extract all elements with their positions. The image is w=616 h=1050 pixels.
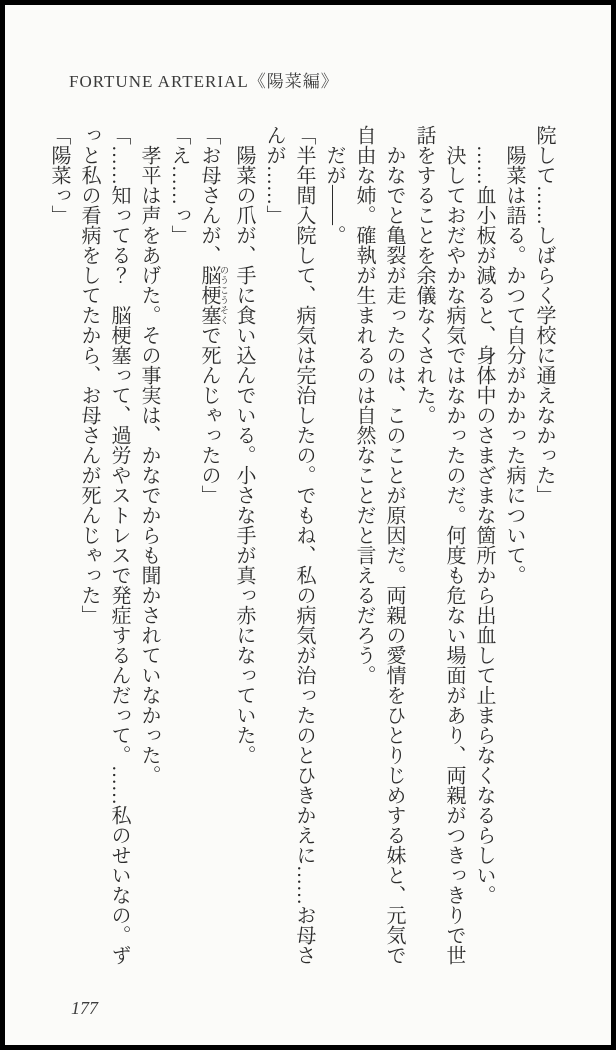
paragraph: だが――。 — [323, 145, 345, 245]
paragraph: 「お母さんが、脳梗塞 のうこうそくで死んじゃったの」 — [198, 125, 229, 505]
paragraph: 決しておだやかな病気ではなかったのだ。何度も危ない場面があり、両親がつきっきりで世話をすることを余儀なくされた。 — [413, 125, 465, 965]
paragraph: 陽菜の爪が、手に食い込んでいる。小さな手が真っ赤になっていた。 — [233, 145, 255, 765]
paragraph: 「え……っ」 — [168, 125, 190, 245]
paragraph: 「……知ってる？ 脳梗塞って、過労やストレスで発症するんだって。……私のせいなの。ずっと私の看病をしてたから、お母さんが死んじゃった」 — [78, 125, 130, 965]
running-header: FORTUNE ARTERIAL《陽菜編》 — [69, 72, 339, 91]
page-number: 177 — [71, 998, 98, 1018]
text-block — [44, 125, 559, 965]
paragraph: 孝平は声をあげた。その事実は、かなでからも聞かされていなかった。 — [138, 145, 160, 785]
paragraph: 院して……しばらく学校に通えなかった」 — [533, 125, 555, 505]
paragraph: かなでと亀裂が走ったのは、このことが原因だ。両親の愛情をひとりじめする妹と、元気で自由な姉。確執が生まれるのは自然なことだと言えるだろう。 — [353, 125, 405, 965]
ruby-annotated-word: 脳梗塞 のうこうそく — [198, 265, 229, 325]
paragraph: ……血小板が減ると、身体中のさまざまな箇所から出血して止まらなくなるらしい。 — [473, 145, 495, 905]
paragraph: 「半年間入院して、病気は完治したの。でもね、私の病気が治ったのとひきかえに……お母さんが……」 — [263, 125, 315, 965]
paragraph: 「陽菜っ」 — [48, 125, 70, 225]
paragraph: 陽菜は語る。かつて自分がかかった病について。 — [503, 145, 525, 585]
